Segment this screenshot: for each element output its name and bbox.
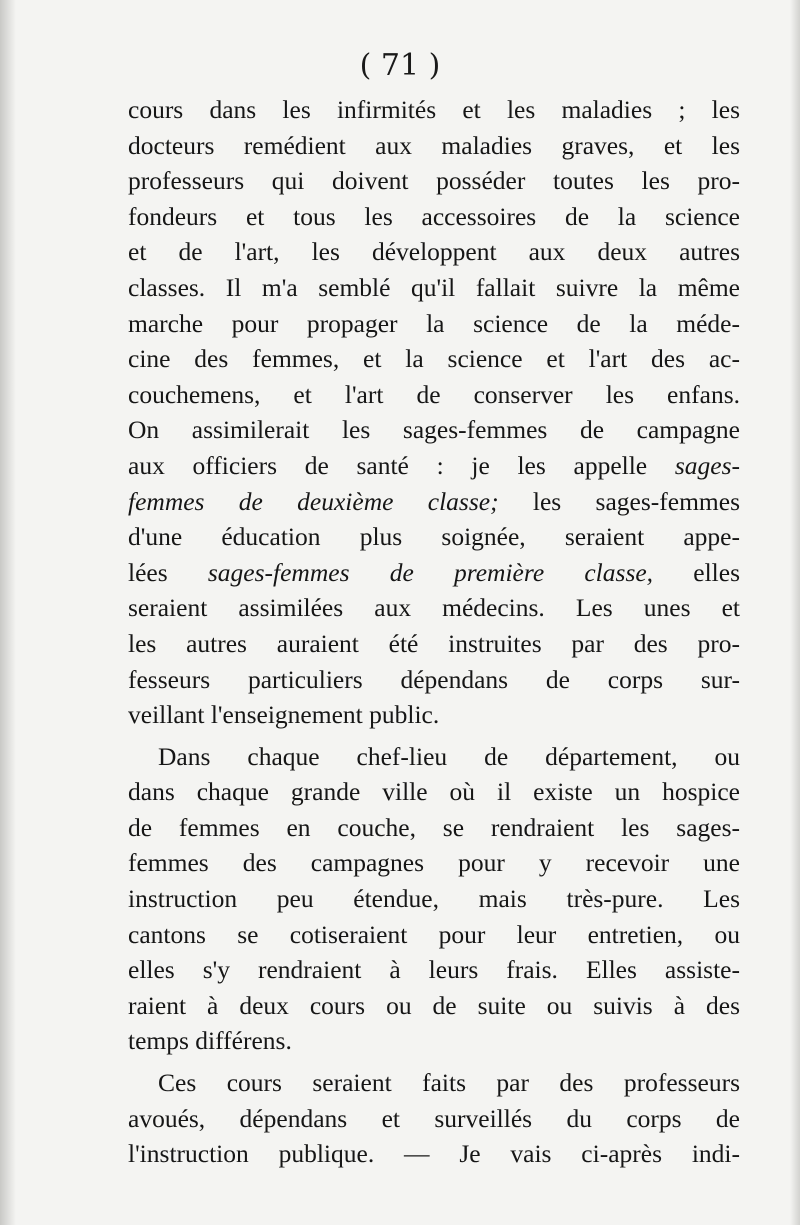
italic-term: sages-femmes de première classe, — [207, 557, 654, 587]
text-line: marche pour propager la science de la méde- — [128, 308, 740, 338]
text-line: docteurs remédient aux maladies graves, et les — [128, 130, 740, 160]
text-line: les autres auraient été instruites par des pro- — [128, 628, 740, 658]
text-segment: lées — [128, 557, 168, 587]
text-line: cours dans les infirmités et les maladies ; les — [128, 95, 740, 124]
text-line: fesseurs particuliers dépendans de corps sur- — [128, 664, 740, 694]
text-line: classes. Il m'a semblé qu'il fallait suivre la même — [128, 272, 740, 302]
text-line: et de l'art, les développent aux deux autres — [128, 237, 740, 267]
text-line: instruction peu étendue, mais très-pure. Les — [128, 884, 740, 914]
text-line: avoués, dépendans et surveillés du corps de — [128, 1103, 740, 1133]
text-line: cantons se cotiseraient pour leur entretien, ou — [128, 919, 740, 949]
text-line: professeurs qui doivent posséder toutes les pro- — [128, 166, 740, 196]
italic-term: femmes de deuxième classe; — [128, 486, 499, 516]
text-line — [128, 555, 740, 591]
text-segment: les sages-femmes — [532, 486, 740, 516]
text-line: temps différens. — [128, 1026, 292, 1056]
text-line: elles s'y rendraient à leurs frais. Elles assiste- — [128, 955, 740, 985]
text-line: fondeurs et tous les accessoires de la science — [128, 201, 740, 231]
text-line: l'instruction publique. — Je vais ci-après indi- — [128, 1139, 740, 1169]
page-number: ( 71 ) — [359, 48, 441, 83]
text-segment: elles — [693, 557, 741, 587]
text-line: dans chaque grande ville où il existe un hospice — [128, 777, 740, 807]
text-line: couchemens, et l'art de conserver les enfans. — [128, 379, 740, 409]
text-line: de femmes en couche, se rendraient les sages- — [128, 812, 740, 842]
text-line: Dans chaque chef-lieu de département, ou — [158, 741, 740, 771]
italic-term: sages- — [674, 450, 740, 480]
page-left-edge — [0, 0, 16, 1225]
text-line: femmes des campagnes pour y recevoir une — [128, 848, 740, 878]
text-line: Ces cours seraient faits par des professeurs — [158, 1068, 740, 1098]
text-segment: aux officiers de santé : je les appelle — [128, 450, 648, 480]
text-line — [128, 448, 740, 484]
page-right-edge — [790, 0, 800, 1225]
text-line: On assimilerait les sages-femmes de campagne — [128, 415, 740, 445]
text-line: veillant l'enseignement public. — [128, 700, 440, 730]
text-line — [128, 484, 740, 520]
body-text — [128, 92, 740, 1172]
text-line: seraient assimilées aux médecins. Les unes et — [128, 593, 740, 623]
text-line: raient à deux cours ou de suite ou suivis à des — [128, 990, 740, 1020]
text-line: cine des femmes, et la science et l'art des ac- — [128, 344, 740, 374]
text-line: d'une éducation plus soignée, seraient appe- — [128, 522, 740, 552]
